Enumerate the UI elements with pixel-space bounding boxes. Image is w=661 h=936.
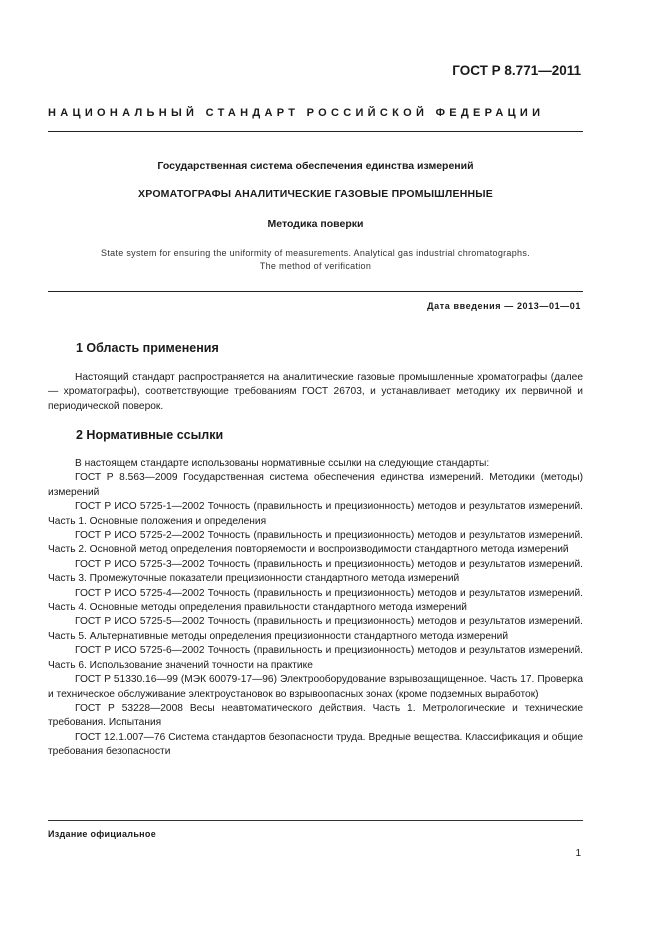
reference-item: ГОСТ Р 53228—2008 Весы неавтоматического действия. Часть 1. Метрологические и технические требования. Испытания bbox=[48, 702, 583, 729]
national-standard-banner: НАЦИОНАЛЬНЫЙ СТАНДАРТ РОССИЙСКОЙ ФЕДЕРАЦИИ bbox=[48, 107, 545, 119]
reference-item: ГОСТ Р 8.563—2009 Государственная система обеспечения единства измерений. Методики (методы) измерений bbox=[48, 472, 583, 498]
english-title-line-2: The method of verification bbox=[259, 260, 372, 271]
document-number: ГОСТ Р 8.771—2011 bbox=[452, 63, 581, 78]
paragraph: В настоящем стандарте использованы нормативные ссылки на следующие стандарты: bbox=[75, 458, 490, 469]
reference-item: ГОСТ Р ИСО 5725-1—2002 Точность (правильность и прецизионность) методов и результатов измерений. Часть 1. Основные положения и определения bbox=[48, 501, 583, 527]
english-title-line-1: State system for ensuring the uniformity of measurements. Analytical gas industrial chromatographs. bbox=[101, 248, 530, 258]
title-divider bbox=[48, 291, 583, 292]
english-title bbox=[48, 247, 583, 272]
section-body-scope bbox=[48, 371, 583, 414]
reference-item: ГОСТ Р ИСО 5725-6—2002 Точность (правильность и прецизионность) методов и результатов измерений. Часть 6. Использование значений точности на практике bbox=[48, 645, 583, 671]
system-title: Государственная система обеспечения единства измерений bbox=[157, 160, 474, 172]
edition-note: Издание официальное bbox=[48, 829, 157, 839]
section-heading-normative-references: 2 Нормативные ссылки bbox=[76, 428, 224, 442]
reference-item: ГОСТ Р ИСО 5725-3—2002 Точность (правильность и прецизионность) методов и результатов измерений. Часть 3. Промежуточные показатели прецизионности стандартного метода измерений bbox=[48, 558, 583, 585]
reference-item: ГОСТ 12.1.007—76 Система стандартов безопасности труда. Вредные вещества. Классификация и общие требования безопасности bbox=[48, 731, 583, 758]
reference-item: ГОСТ Р ИСО 5725-2—2002 Точность (правильность и прецизионность) методов и результатов измерений. Часть 2. Основной метод определения повторяемости и воспроизводимости стандартного метода измерений bbox=[48, 530, 583, 556]
footer-divider bbox=[48, 820, 583, 821]
section-heading-scope: 1 Область применения bbox=[76, 341, 219, 355]
section-body-normative-references bbox=[48, 457, 583, 760]
reference-item: ГОСТ Р 51330.16—99 (МЭК 60079-17—96) Электрооборудование взрывозащищенное. Часть 17. Проверка и техническое обслуживание электроустановок во взрывоопасных зонах (кроме подземных выработок) bbox=[48, 674, 583, 700]
header-divider bbox=[48, 131, 583, 132]
page-number: 1 bbox=[575, 848, 581, 859]
reference-item: ГОСТ Р ИСО 5725-5—2002 Точность (правильность и прецизионность) методов и результатов измерений. Часть 5. Альтернативные методы определения прецизионности стандартного метода измерений bbox=[48, 616, 583, 642]
method-title: Методика поверки bbox=[267, 218, 364, 230]
main-title: ХРОМАТОГРАФЫ АНАЛИТИЧЕСКИЕ ГАЗОВЫЕ ПРОМЫШЛЕННЫЕ bbox=[138, 188, 493, 200]
paragraph: Настоящий стандарт распространяется на аналитические газовые промышленные хроматографы (далее — хроматографы), соответствующие требованиям ГОСТ 26703, и устанавливает методику их первичной и периодической поверок. bbox=[48, 372, 583, 412]
reference-item: ГОСТ Р ИСО 5725-4—2002 Точность (правильность и прецизионность) методов и результатов измерений. Часть 4. Основные методы определения правильности стандартного метода измерений bbox=[48, 587, 583, 614]
introduction-date: Дата введения — 2013—01—01 bbox=[427, 301, 581, 311]
